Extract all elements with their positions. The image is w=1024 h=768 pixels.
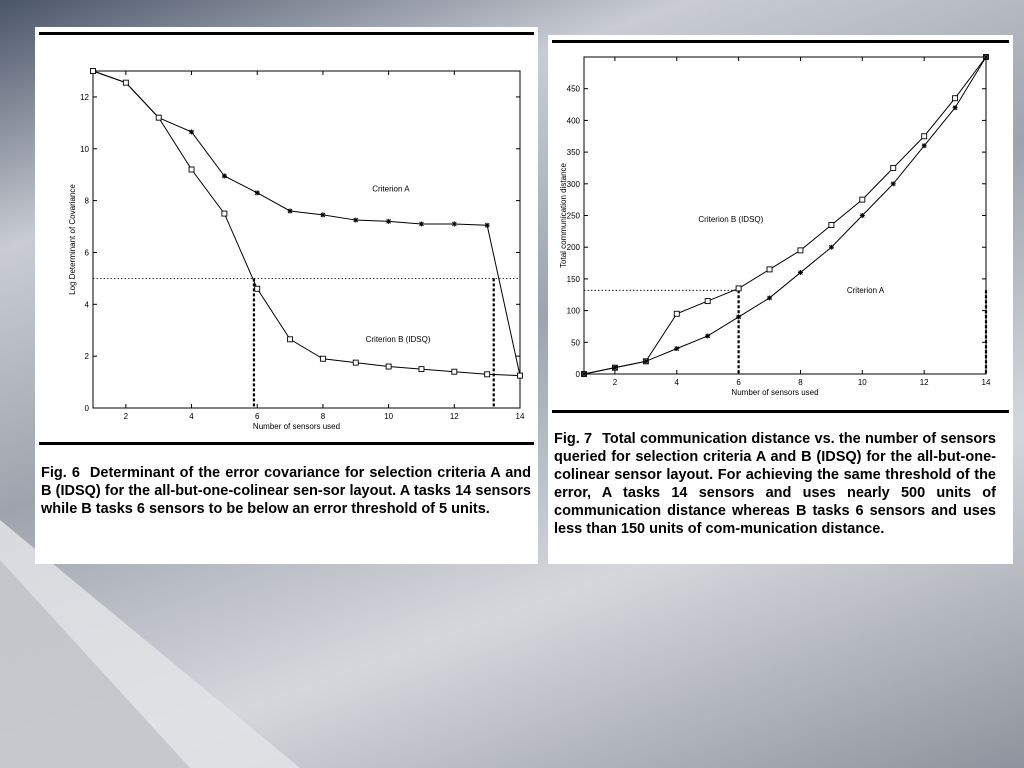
y-tick-label: 0 (575, 370, 580, 379)
point-square (736, 286, 741, 291)
y-tick-label: 0 (84, 404, 89, 413)
point-star (674, 346, 679, 351)
y-tick-label: 8 (84, 196, 89, 206)
point-square (518, 373, 523, 378)
series-label: Criterion B (IDSQ) (365, 334, 431, 344)
figure-7-panel (548, 35, 1013, 564)
figure-6-panel (35, 27, 538, 564)
point-star (386, 219, 391, 224)
point-star (612, 365, 617, 370)
point-square (829, 223, 834, 228)
bottom-rule (552, 410, 1009, 413)
point-square (123, 80, 128, 85)
y-axis-label: Total communication distance (559, 163, 568, 268)
y-tick-label: 400 (566, 116, 580, 126)
x-tick-label: 2 (612, 378, 618, 387)
point-star (419, 221, 424, 226)
point-star (891, 181, 896, 186)
x-tick-label: 10 (857, 378, 867, 387)
point-star (860, 213, 865, 218)
y-tick-label: 12 (80, 92, 89, 102)
point-square (189, 167, 194, 172)
x-axis-label: Number of sensors used (731, 388, 819, 397)
point-star (643, 359, 648, 364)
fig7-caption-text: Total communication distance vs. the number of sensors queried for selection criteria A and B (IDSQ) for the all-but-one-colinear sensor layout. For achieving the same threshold of the error, A tasks 14 sensors and uses nearly 500 units of communication distance whereas B tasks 6 sensors and uses less than 150 units of com-munication distance. (554, 431, 996, 537)
x-tick-label: 6 (736, 378, 741, 387)
y-tick-label: 50 (571, 338, 580, 348)
point-square (798, 248, 803, 253)
point-star (705, 333, 710, 338)
point-star (953, 105, 958, 110)
bottom-rule (39, 442, 534, 445)
y-tick-label: 250 (566, 211, 580, 221)
y-tick-label: 450 (566, 84, 580, 94)
top-rule (552, 40, 1009, 43)
point-star (922, 143, 927, 148)
point-star (582, 372, 587, 377)
point-star (452, 221, 457, 226)
y-axis-label: Log Determinant of Covariance (68, 184, 77, 295)
y-tick-label: 10 (80, 144, 89, 154)
x-tick-label: 4 (674, 378, 679, 387)
plot-frame (93, 71, 520, 408)
series-label: Criterion B (IDSQ) (698, 214, 764, 224)
point-star (288, 208, 293, 213)
y-tick-label: 350 (566, 148, 580, 158)
y-tick-label: 200 (566, 243, 580, 253)
point-star (984, 55, 989, 60)
point-star (798, 270, 803, 275)
point-star (829, 245, 834, 250)
y-tick-label: 4 (84, 300, 89, 310)
x-tick-label: 8 (320, 412, 326, 421)
x-axis-label: Number of sensors used (252, 422, 341, 431)
point-square (953, 96, 958, 101)
x-tick-label: 2 (123, 412, 129, 421)
point-square (91, 69, 96, 74)
y-tick-label: 100 (566, 306, 580, 316)
series-line (584, 57, 986, 374)
point-square (320, 356, 325, 361)
point-star (255, 190, 260, 195)
point-square (891, 165, 896, 170)
point-square (255, 286, 260, 291)
point-star (736, 314, 741, 319)
point-square (485, 372, 490, 377)
series-label: Criterion A (372, 184, 410, 194)
series-label: Criterion A (846, 285, 885, 295)
y-tick-label: 2 (84, 352, 89, 362)
point-square (674, 311, 679, 316)
point-square (922, 134, 927, 139)
point-square (386, 364, 391, 369)
point-star (353, 218, 358, 223)
point-star (767, 295, 772, 300)
x-tick-label: 4 (189, 412, 194, 421)
fig6-caption-text: Determinant of the error covariance for selection criteria A and B (IDSQ) for the all-but-one-colinear sen-sor layout. A tasks 14 sensors while B tasks 6 sensors to be below an error threshold of 5 units. (41, 465, 531, 517)
fig7-caption-label: Fig. 7 (554, 431, 593, 447)
x-tick-label: 12 (919, 378, 929, 387)
fig7-chart (548, 53, 1013, 405)
x-tick-label: 14 (515, 412, 525, 421)
top-rule (39, 32, 534, 35)
y-tick-label: 6 (84, 248, 89, 258)
point-square (705, 299, 710, 304)
point-square (222, 211, 227, 216)
point-square (288, 337, 293, 342)
fig7-caption (554, 430, 996, 538)
point-star (485, 223, 490, 228)
x-tick-label: 6 (255, 412, 260, 421)
point-square (156, 115, 161, 120)
series-line (584, 57, 986, 374)
point-square (353, 360, 358, 365)
fig6-chart (35, 57, 538, 467)
plot-frame (584, 57, 986, 374)
point-star (222, 173, 227, 178)
point-square (452, 369, 457, 374)
x-tick-label: 12 (449, 412, 459, 421)
x-tick-label: 10 (384, 412, 394, 421)
fig6-caption (41, 464, 531, 518)
point-square (767, 267, 772, 272)
y-tick-label: 150 (566, 274, 580, 284)
point-square (419, 367, 424, 372)
point-star (189, 129, 194, 134)
y-tick-label: 300 (566, 179, 580, 189)
x-tick-label: 8 (798, 378, 803, 387)
fig6-caption-label: Fig. 6 (41, 465, 80, 481)
point-square (860, 197, 865, 202)
x-tick-label: 14 (981, 378, 991, 387)
point-star (320, 212, 325, 217)
